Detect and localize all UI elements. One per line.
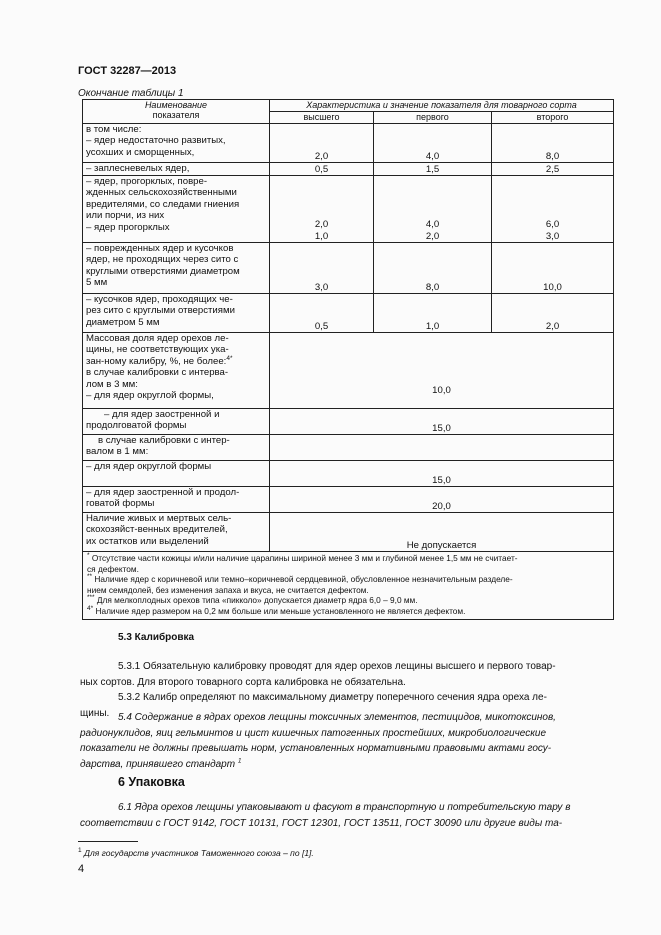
table-row <box>83 124 614 163</box>
value-cell: 10,0 <box>492 243 614 294</box>
value-cell: 0,5 <box>270 294 374 333</box>
value-cell: 4,0 2,0 <box>374 176 492 243</box>
value-cell: 4,0 <box>374 124 492 163</box>
document-header: ГОСТ 32287—2013 <box>78 65 177 77</box>
column-header-group: Характеристика и значение показателя для товарного сорта <box>270 100 614 112</box>
table-caption: Окончание таблицы 1 <box>78 88 184 99</box>
row-label: – ядер, прогорклых, повре- жденных сельскохозяйственными вредителями, со следами гниения или порчи, из них – ядер прогорклых <box>83 176 270 243</box>
value-cell: 8,0 <box>374 243 492 294</box>
value-cell: 15,0 <box>270 409 614 435</box>
table-row <box>83 409 614 435</box>
row-label: – для ядер заостренной и продолговатой формы <box>83 409 270 435</box>
table-row <box>83 487 614 513</box>
table-row <box>83 461 614 487</box>
value-cell: 20,0 <box>270 487 614 513</box>
value-cell <box>270 435 614 461</box>
table-row <box>83 163 614 176</box>
value-cell: 2,0 1,0 <box>270 176 374 243</box>
grade-header-first: первого <box>374 112 492 124</box>
paragraph-5-3-1: 5.3.1 Обязательную калибровку проводят для ядер орехов лещины высшего и первого товар- ных сортов. Для второго товарного сорта калибровка не обязательна. <box>80 661 556 688</box>
value-cell: 2,5 <box>492 163 614 176</box>
row-label: – заплесневелых ядер, <box>83 163 270 176</box>
paragraph-6-1: 6.1 Ядра орехов лещины упаковывают и фасуют в транспортную и потребительскую тару в соответствии с ГОСТ 9142, ГОСТ 10131, ГОСТ 12301, ГОСТ 13511, ГОСТ 30090 или другие виды та- <box>80 802 571 829</box>
table-notes-row <box>83 552 614 620</box>
column-header-name: Наименование показателя <box>83 100 270 124</box>
quality-table <box>82 99 614 620</box>
row-label: – для ядер заостренной и продол- говатой формы <box>83 487 270 513</box>
row-label: в случае калибровки с интер- валом в 1 мм: <box>83 435 270 461</box>
value-cell: 8,0 <box>492 124 614 163</box>
table-row <box>83 333 614 409</box>
value-cell: 1,5 <box>374 163 492 176</box>
value-cell: 2,0 <box>492 294 614 333</box>
value-cell: 1,0 <box>374 294 492 333</box>
page-number: 4 <box>78 863 85 875</box>
row-label: в том числе: – ядер недостаточно развитых, усохших и сморщенных, <box>83 124 270 163</box>
value-cell: 2,0 <box>270 124 374 163</box>
value-cell: Не допускается <box>270 513 614 552</box>
table-row <box>83 435 614 461</box>
value-cell: 0,5 <box>270 163 374 176</box>
paragraph-5-4: 5.4 Содержание в ядрах орехов лещины токсичных элементов, пестицидов, микотоксинов, радионуклидов, яиц гельминтов и цист кишечных патогенных простейших, микробиологические показатели не должны превышать норм, установленных нормативными правовыми актами госу- дарства, принявшего стандарт $^1$ <box>80 712 556 770</box>
section-5-3-heading: 5.3 Калибровка <box>118 632 195 643</box>
table-notes: * Отсутствие части кожицы и/или наличие царапины шириной менее 3 мм и глубиной менее 1,5 мм не считает- ся дефектом. ** Наличие ядер с коричневой или темно–коричневой сердцевиной, обусловленное незначительным разделе- нием семядолей, без изменения запаха и вкуса, не считается дефектом. *** Для мелкоплодных орехов типа «пикколо» допускается диаметр ядра 6,0 – 9,0 мм. $^{4*}$ Наличие ядер размером на 0,2 мм больше или меньше установленного не является дефектом. <box>83 552 614 620</box>
table-row <box>83 176 614 243</box>
table-row <box>83 294 614 333</box>
value-cell: 15,0 <box>270 461 614 487</box>
note-mark: 4* <box>226 354 233 362</box>
footnote-mark: 1 <box>237 757 242 765</box>
table-row <box>83 243 614 294</box>
table-row <box>83 513 614 552</box>
section-6-heading: 6 Упаковка <box>118 775 185 789</box>
row-label: Массовая доля ядер орехов ле- щины, не соответствующих ука- зан-ному калибру, %, не более:$^{4*}$ в случае калибровки с интерва- лом в 3 мм: – для ядер округлой формы, <box>83 333 270 409</box>
row-label: – поврежденных ядер и кусочков ядер, не проходящих через сито с круглыми отверстиями диаметром 5 мм <box>83 243 270 294</box>
grade-header-second: второго <box>492 112 614 124</box>
paragraph-5-3-2: 5.3.2 Калибр определяют по максимальному диаметру поперечного сечения ядра ореха ле- щины. <box>80 692 547 719</box>
row-label: Наличие живых и мертвых сель- скохозяйст-венных вредителей, их остатков или выделений <box>83 513 270 552</box>
row-label: – кусочков ядер, проходящих че- рез сито с круглыми отверстиями диаметром 5 мм <box>83 294 270 333</box>
value-cell: 6,0 3,0 <box>492 176 614 243</box>
footnote: $^1$ Для государств участников Таможенного союза – по [1]. <box>78 847 314 858</box>
grade-header-highest: высшего <box>270 112 374 124</box>
footnote-divider <box>78 841 138 842</box>
row-label: – для ядер округлой формы <box>83 461 270 487</box>
value-cell: 3,0 <box>270 243 374 294</box>
value-cell: 10,0 <box>270 333 614 409</box>
